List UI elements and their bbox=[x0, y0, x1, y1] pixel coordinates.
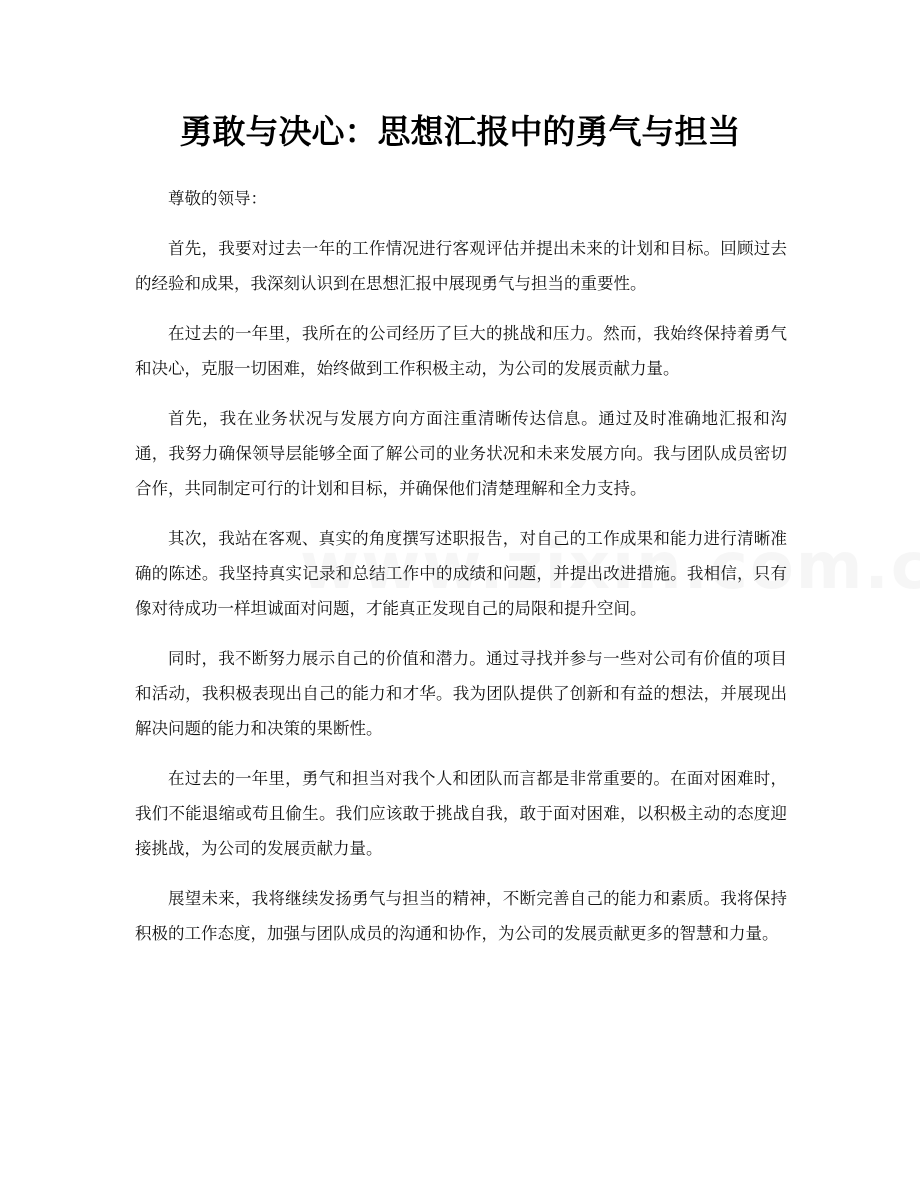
paragraph-7: 展望未来，我将继续发扬勇气与担当的精神，不断完善自己的能力和素质。我将保持积极的工作态度，加强与团队成员的沟通和协作，为公司的发展贡献更多的智慧和力量。 bbox=[135, 889, 787, 943]
paragraph-2: 在过去的一年里，我所在的公司经历了巨大的挑战和压力。然而，我始终保持着勇气和决心，克服一切困难，始终做到工作积极主动，为公司的发展贡献力量。 bbox=[135, 324, 787, 378]
paragraph-5: 同时，我不断努力展示自己的价值和潜力。通过寻找并参与一些对公司有价值的项目和活动，我积极表现出自己的能力和才华。我为团队提供了创新和有益的想法，并展现出解决问题的能力和决策的果断性。 bbox=[135, 649, 787, 738]
paragraph-4: 其次，我站在客观、真实的角度撰写述职报告，对自己的工作成果和能力进行清晰准确的陈述。我坚持真实记录和总结工作中的成绩和问题，并提出改进措施。我相信，只有像对待成功一样坦诚面对问题，才能真正发现自己的局限和提升空间。 bbox=[135, 529, 787, 618]
paragraph-3: 首先，我在业务状况与发展方向方面注重清晰传达信息。通过及时准确地汇报和沟通，我努力确保领导层能够全面了解公司的业务状况和未来发展方向。我与团队成员密切合作，共同制定可行的计划和目标，并确保他们清楚理解和全力支持。 bbox=[135, 409, 787, 498]
salutation: 尊敬的领导： bbox=[168, 189, 267, 208]
paragraph-1: 首先，我要对过去一年的工作情况进行客观评估并提出未来的计划和目标。回顾过去的经验和成果，我深刻认识到在思想汇报中展现勇气与担当的重要性。 bbox=[135, 239, 787, 293]
document-title: 勇敢与决心：思想汇报中的勇气与担当 bbox=[179, 112, 741, 151]
paragraph-6: 在过去的一年里，勇气和担当对我个人和团队而言都是非常重要的。在面对困难时，我们不能退缩或苟且偷生。我们应该敢于挑战自我，敢于面对困难，以积极主动的态度迎接挑战，为公司的发展贡献力量。 bbox=[135, 769, 787, 858]
document-body bbox=[135, 181, 787, 966]
